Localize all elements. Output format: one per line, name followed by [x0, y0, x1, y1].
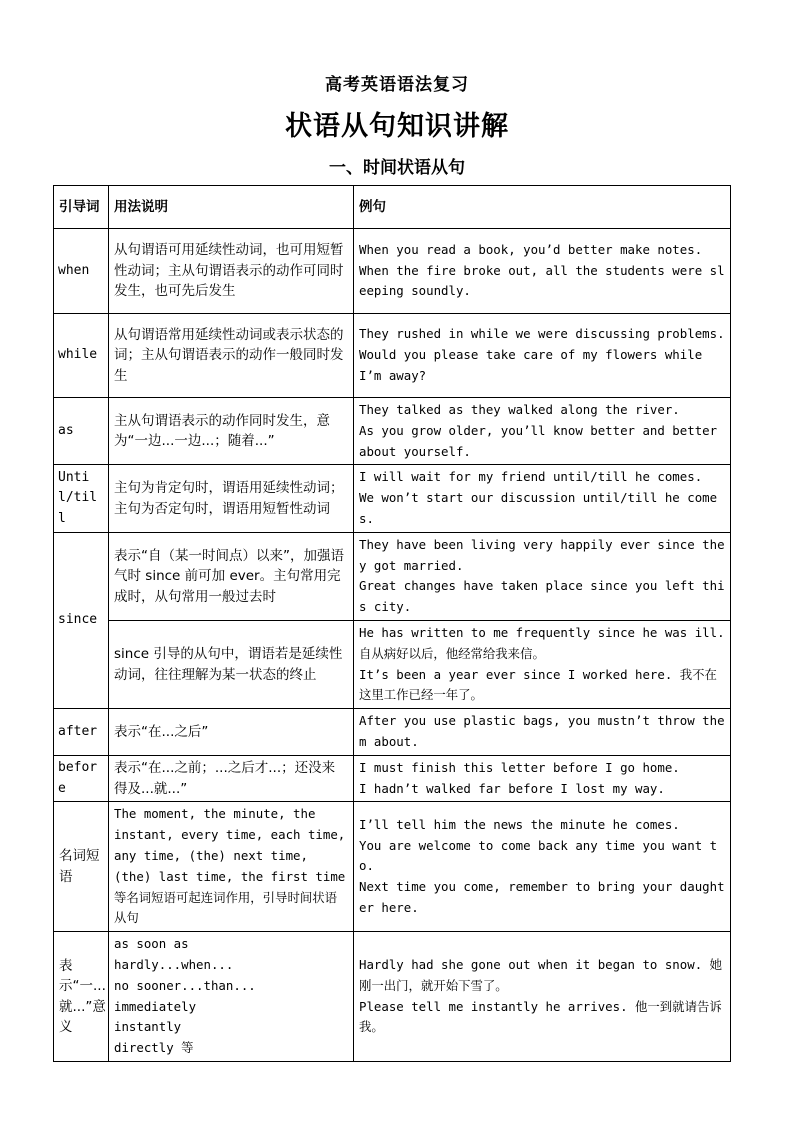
row-examples	[354, 755, 731, 802]
header-usage: 用法说明	[109, 186, 354, 229]
row-usage: 从句谓语可用延续性动词，也可用短暂性动词；主从句谓语表示的动作可同时发生，也可先后发生	[109, 229, 354, 314]
example-sentence: They rushed in while we were discussing problems.	[359, 326, 725, 342]
example-sentence: As you grow older, you’ll know better and better about yourself.	[359, 422, 718, 459]
row-keyword: before	[54, 755, 109, 802]
table-row	[54, 932, 731, 1062]
table-row	[54, 620, 731, 708]
row-keyword: since	[54, 532, 109, 708]
example-sentence: When you read a book, you’d better make notes.	[359, 241, 703, 257]
example-sentence: I will wait for my friend until/till he comes.	[359, 469, 703, 485]
row-usage	[109, 932, 354, 1062]
example-sentence: I must finish this letter before I go home.	[359, 759, 680, 775]
header-example: 例句	[354, 186, 731, 229]
row-usage: since 引导的从句中，谓语若是延续性动词，往往理解为某一状态的终止	[109, 620, 354, 708]
row-examples	[354, 465, 731, 532]
header-keyword: 引导词	[54, 186, 109, 229]
row-examples	[354, 532, 731, 620]
row-keyword: after	[54, 709, 109, 756]
row-usage: 从句谓语常用延续性动词或表示状态的词；主从句谓语表示的动作一般同时发生	[109, 314, 354, 398]
row-usage: 表示“在...之前；...之后才...；还没来得及...就...”	[109, 755, 354, 802]
row-examples	[354, 802, 731, 932]
conjunction-item: hardly...when...	[114, 956, 234, 972]
table-row	[54, 398, 731, 465]
table-row	[54, 314, 731, 398]
conjunction-item: instantly	[114, 1019, 182, 1035]
example-sentence: Next time you come, remember to bring your daughter here.	[359, 879, 725, 915]
row-usage: 主从句谓语表示的动作同时发生，意为“一边...一边...；随着...”	[109, 398, 354, 465]
row-keyword: when	[54, 229, 109, 314]
row-examples	[354, 932, 731, 1062]
row-keyword: 名词短语	[54, 802, 109, 932]
row-usage: The moment, the minute, the instant, every time, each time, any time, (the) next time, (the) last time, the first time 等名词短语可起连词作用，引导时间状语从句	[109, 802, 354, 932]
example-sentence: It’s been a year ever since I worked here. 我不在这里工作已经一年了。	[359, 666, 717, 703]
table-header-row	[54, 186, 731, 229]
row-usage: 表示“在...之后”	[109, 709, 354, 756]
example-sentence: Great changes have taken place since you left this city.	[359, 578, 725, 615]
example-sentence: After you use plastic bags, you mustn’t throw them about.	[359, 713, 725, 749]
conjunction-item: no sooner...than...	[114, 977, 256, 993]
grammar-table	[53, 185, 731, 1062]
row-usage: 表示“自（某一时间点）以来”，加强语气时 since 前可加 ever。主句常用完成时，从句常用一般过去时	[109, 532, 354, 620]
conjunction-item: immediately	[114, 998, 197, 1014]
row-examples	[354, 314, 731, 398]
example-sentence: You are welcome to come back any time you want to.	[359, 837, 718, 874]
row-examples	[354, 709, 731, 756]
table-row	[54, 465, 731, 532]
row-usage: 主句为肯定句时，谓语用延续性动词；主句为否定句时，谓语用短暂性动词	[109, 465, 354, 532]
row-examples	[354, 620, 731, 708]
doc-title: 高考英语语法复习	[325, 75, 469, 95]
row-keyword: Until/till	[54, 465, 109, 532]
conjunction-item: directly 等	[114, 1040, 194, 1056]
doc-main-title: 状语从句知识讲解	[285, 111, 509, 142]
example-sentence: Hardly had she gone out when it began to snow. 她刚一出门，就开始下雪了。	[359, 956, 723, 993]
row-examples	[354, 229, 731, 314]
example-sentence: Please tell me instantly he arrives. 他一到就请告诉我。	[359, 998, 722, 1035]
section-heading: 一、时间状语从句	[329, 158, 465, 178]
table-row	[54, 802, 731, 932]
example-sentence: We won’t start our discussion until/till he comes.	[359, 490, 718, 526]
example-sentence: Would you please take care of my flowers while I’m away?	[359, 347, 703, 383]
example-sentence: I hadn’t walked far before I lost my way.	[359, 780, 665, 796]
row-examples	[354, 398, 731, 465]
example-sentence: He has written to me frequently since he was ill. 自从病好以后，他经常给我来信。	[359, 624, 725, 661]
row-keyword: as	[54, 398, 109, 465]
table-row	[54, 709, 731, 756]
example-sentence: They have been living very happily ever since they got married.	[359, 536, 725, 573]
row-keyword: 表示“一...就...”意义	[54, 932, 109, 1062]
example-sentence: They talked as they walked along the river.	[359, 402, 680, 417]
table-row	[54, 532, 731, 620]
conjunction-item: as soon as	[114, 936, 189, 952]
example-sentence: When the fire broke out, all the students were sleeping soundly.	[359, 262, 725, 299]
row-keyword: while	[54, 314, 109, 398]
example-sentence: I’ll tell him the news the minute he comes.	[359, 816, 680, 832]
table-row	[54, 229, 731, 314]
table-row	[54, 755, 731, 802]
